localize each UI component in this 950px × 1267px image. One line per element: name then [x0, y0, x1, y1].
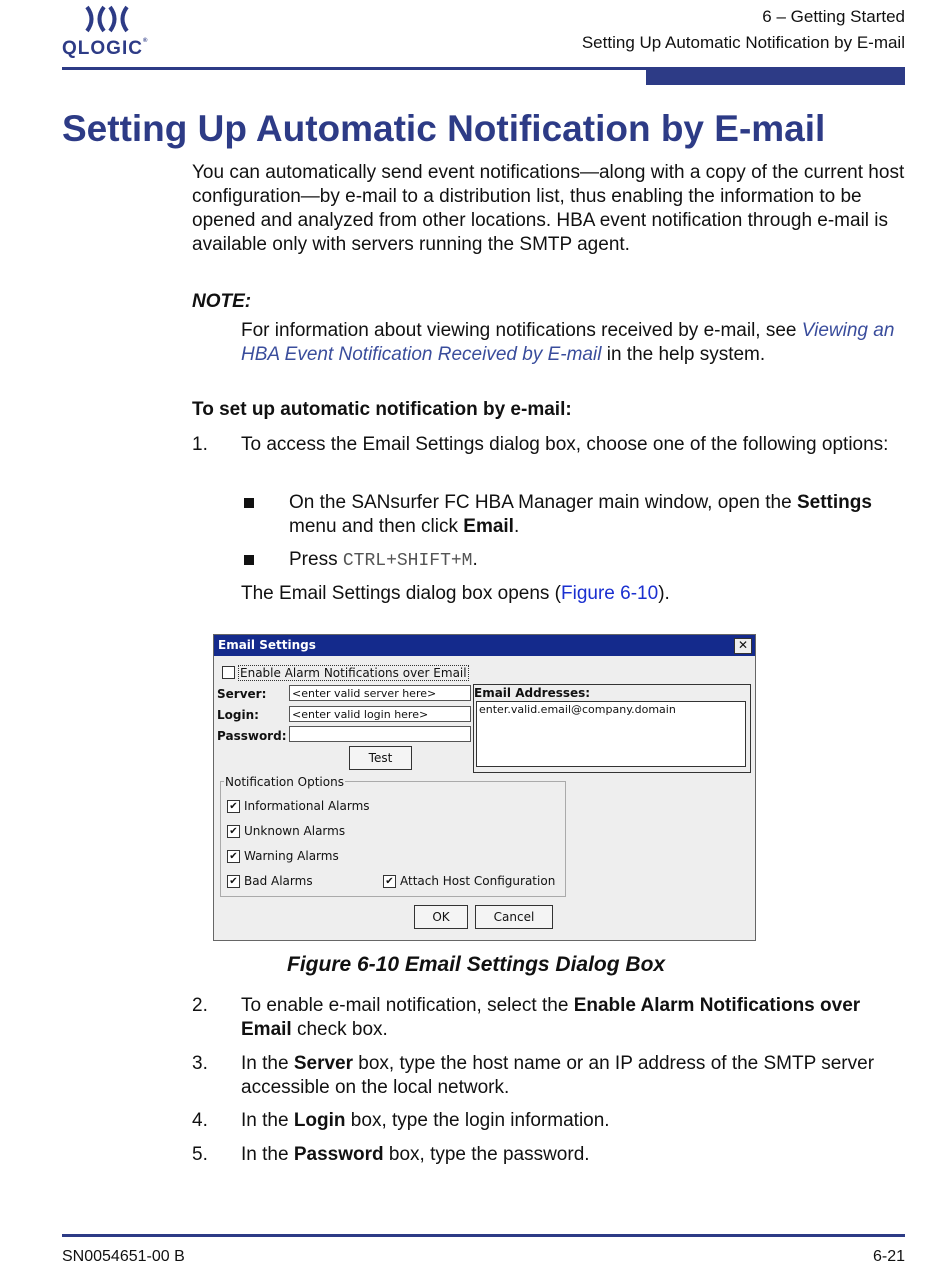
password-input[interactable] — [289, 726, 471, 742]
step-text: In the Password box, type the password. — [241, 1144, 590, 1165]
email-addresses-textarea[interactable]: enter.valid.email@company.domain — [476, 701, 746, 767]
note-label: NOTE: — [192, 291, 252, 312]
email-addresses-panel — [473, 684, 751, 773]
step-number: 4. — [192, 1110, 208, 1131]
procedure-heading: To set up automatic notification by e-mail: — [192, 399, 572, 420]
email-addresses-label: Email Addresses: — [474, 686, 591, 700]
qlogic-logo — [62, 4, 154, 60]
header-accent-block — [646, 67, 905, 85]
header-section: Setting Up Automatic Notification by E-mail — [581, 33, 905, 52]
attach-host-configuration-label: Attach Host Configuration — [400, 874, 556, 888]
step-text: To enable e-mail notification, select the Enable Alarm Notifications over Email check box. — [241, 995, 861, 1040]
warning-alarms-label: Warning Alarms — [244, 849, 339, 863]
enable-notifications-label: Enable Alarm Notifications over Email — [240, 666, 467, 680]
warning-alarms-checkbox[interactable]: ✔ — [227, 850, 240, 863]
enable-notifications-checkbox[interactable] — [222, 666, 235, 679]
step-number: 3. — [192, 1053, 208, 1074]
keyboard-shortcut: CTRL+SHIFT+M — [342, 551, 473, 571]
figure-reference-link[interactable]: Figure 6-10 — [561, 583, 659, 604]
notification-options-title: Notification Options — [225, 775, 344, 789]
dialog-titlebar — [214, 635, 755, 656]
bullet-text: On the SANsurfer FC HBA Manager main window, open the Settings menu and then click Email. — [289, 492, 872, 537]
bullet-square-icon — [244, 555, 254, 565]
step-text: In the Login box, type the login information. — [241, 1110, 610, 1131]
header-chapter: 6 – Getting Started — [762, 7, 905, 26]
unknown-alarms-label: Unknown Alarms — [244, 824, 346, 838]
page-title: Setting Up Automatic Notification by E-mail — [62, 108, 826, 149]
informational-alarms-checkbox[interactable]: ✔ — [227, 800, 240, 813]
footer-document-number: SN0054651-00 B — [62, 1248, 185, 1265]
server-input[interactable]: <enter valid server here> — [289, 685, 471, 701]
qlogic-emblem-icon — [84, 4, 130, 34]
step-number: 1. — [192, 434, 208, 455]
footer-rule — [62, 1234, 905, 1237]
bad-alarms-checkbox[interactable]: ✔ — [227, 875, 240, 888]
figure-caption: Figure 6-10 Email Settings Dialog Box — [287, 953, 666, 976]
dialog-title: Email Settings — [218, 638, 316, 652]
bad-alarms-label: Bad Alarms — [244, 874, 313, 888]
login-label: Login: — [217, 708, 259, 722]
footer-page-number: 6-21 — [872, 1248, 905, 1265]
intro-paragraph: You can automatically send event notifications—along with a copy of the current host configuration—by e-mail to a distribution list, thus enabling the information to be opened and analyzed from other locations. HBA event notification through e-mail is available only with servers running the SMTP agent. — [192, 162, 905, 255]
login-input[interactable]: <enter valid login here> — [289, 706, 471, 722]
dialog-opens-text: The Email Settings dialog box opens (Figure 6-10). — [241, 583, 670, 604]
help-link[interactable]: Viewing an HBA Event Notification Received by E-mail — [241, 320, 895, 365]
email-settings-dialog — [213, 634, 756, 941]
test-button[interactable]: Test — [349, 746, 412, 770]
step-number: 2. — [192, 995, 208, 1016]
bullet-text: Press CTRL+SHIFT+M. — [289, 549, 478, 571]
informational-alarms-label: Informational Alarms — [244, 799, 370, 813]
step-text: To access the Email Settings dialog box, choose one of the following options: — [241, 434, 889, 455]
attach-host-configuration-checkbox[interactable]: ✔ — [383, 875, 396, 888]
ok-button[interactable]: OK — [414, 905, 468, 929]
server-label: Server: — [217, 687, 267, 701]
logo-text: QLOGIC® — [62, 38, 149, 59]
bullet-square-icon — [244, 498, 254, 508]
step-number: 5. — [192, 1144, 208, 1165]
step-text: In the Server box, type the host name or an IP address of the SMTP server accessible on the local network. — [241, 1053, 875, 1098]
cancel-button[interactable]: Cancel — [475, 905, 553, 929]
close-icon[interactable]: ✕ — [734, 638, 752, 654]
unknown-alarms-checkbox[interactable]: ✔ — [227, 825, 240, 838]
note-text: For information about viewing notifications received by e-mail, see Viewing an HBA Event Notification Received by E-mail in the help system. — [241, 320, 895, 365]
password-label: Password: — [217, 729, 287, 743]
